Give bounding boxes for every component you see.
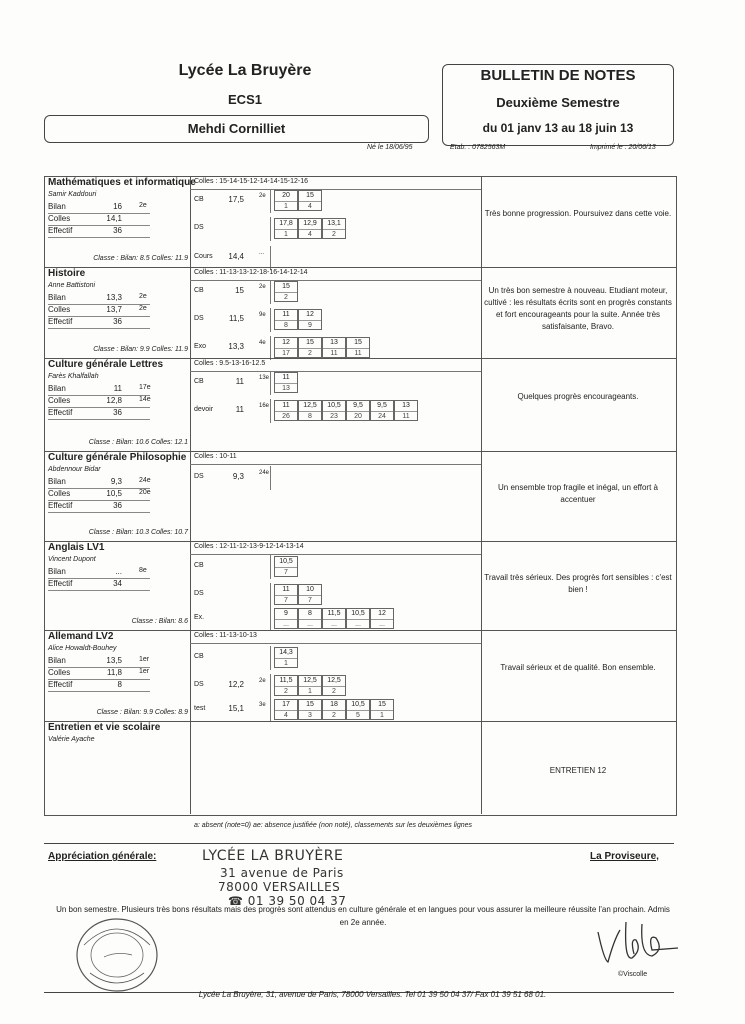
- grade-rank: ...: [331, 621, 337, 628]
- row-value: 11: [113, 384, 122, 393]
- row-underline: [48, 691, 150, 692]
- eval-label: devoir: [194, 406, 214, 413]
- row-label: Colles: [48, 305, 71, 314]
- grade-value: 15: [299, 338, 321, 349]
- grade-rank: 2: [308, 350, 312, 357]
- colles-divider: [190, 554, 481, 555]
- grade-value: 15: [347, 338, 369, 349]
- grade-cell: [298, 190, 322, 211]
- grade-cell: [370, 608, 394, 629]
- colles-list: Colles : 9.5-13-16-12.5: [194, 360, 266, 367]
- row-rank: 24e: [139, 477, 151, 484]
- grade-value: 17: [275, 700, 297, 711]
- eval-rank: 3e: [259, 702, 266, 708]
- grade-rank: 2: [332, 231, 336, 238]
- grade-rank: ...: [283, 621, 289, 628]
- grade-rank: 1: [284, 660, 288, 667]
- eval-average: 15: [235, 286, 244, 295]
- grade-rank: 4: [284, 712, 288, 719]
- class-average: Classe : Bilan: 9.9 Colles: 11.9: [93, 346, 188, 353]
- eval-label: Exo: [194, 343, 207, 350]
- eval-label: CB: [194, 653, 204, 660]
- row-value: 34: [113, 579, 122, 588]
- eval-separator: [270, 280, 271, 304]
- teacher-comment: Un ensemble trop fragile et inégal, un effort à accentuer: [498, 483, 658, 504]
- grade-cell: [298, 584, 322, 605]
- grade-value: 11: [275, 310, 297, 321]
- grade-value: 12,9: [299, 219, 321, 230]
- row-rank: 14e: [139, 396, 151, 403]
- footer: Lycée La Bruyère, 31, avenue de Paris, 78000 Versailles. Tel 01 39 50 04 37/ Fax 01 39 51 68 01.: [198, 990, 547, 999]
- row-label: Bilan: [48, 384, 66, 393]
- grade-rank: 23: [330, 413, 338, 420]
- eval-separator: [270, 217, 271, 241]
- eval-label: DS: [194, 590, 204, 597]
- eval-rank: 9e: [259, 312, 266, 318]
- row-rank: 1er: [139, 656, 150, 663]
- grade-rank: 1: [284, 231, 288, 238]
- row-rank: 2e: [139, 293, 147, 300]
- grade-value: 9,5: [347, 401, 369, 412]
- row-label: Bilan: [48, 477, 66, 486]
- grade-rank: 7: [308, 597, 312, 604]
- etab-code: Etab. : 0782563M: [450, 144, 506, 151]
- legend: a: absent (note=0) ae: absence justifiée (non noté), classements sur les deuxièmes lignes: [194, 822, 473, 829]
- teacher-name: Farès Khalfallah: [48, 373, 99, 380]
- eval-separator: [270, 646, 271, 670]
- teacher-comment: Travail sérieux et de qualité. Bon ensemble.: [500, 663, 656, 672]
- grade-value: 17,8: [275, 219, 297, 230]
- row-value: 36: [113, 226, 122, 235]
- teacher-name: Valérie Ayache: [48, 736, 95, 743]
- eval-separator: [270, 189, 271, 213]
- eval-label: Ex.: [194, 614, 205, 621]
- grade-value: 15: [275, 282, 297, 293]
- grade-rank: 24: [378, 413, 386, 420]
- grade-cell: [274, 584, 298, 605]
- colles-divider: [190, 643, 481, 644]
- grade-cell: [298, 218, 322, 239]
- stamp-street: 31 avenue de Paris: [220, 866, 344, 880]
- student-box: [44, 115, 429, 143]
- row-value: 14,1: [106, 214, 122, 223]
- eval-separator: [270, 607, 271, 631]
- grade-rank: 11: [330, 350, 338, 357]
- grade-rank: 2: [284, 294, 288, 301]
- grade-value: 12,5: [299, 676, 321, 687]
- teacher-name: Anne Battistoni: [48, 282, 96, 289]
- grade-value: 11,5: [275, 676, 297, 687]
- grade-rank: 8: [284, 322, 288, 329]
- grade-value: 9,5: [371, 401, 393, 412]
- school-seal-icon: [72, 915, 162, 995]
- grade-rank: 1: [308, 688, 312, 695]
- subject-divider: [44, 630, 676, 631]
- eval-separator: [270, 399, 271, 423]
- row-label: Effectif: [48, 317, 73, 326]
- grade-cell: [370, 699, 394, 720]
- row-value: 12,8: [106, 396, 122, 405]
- teacher-comment: Quelques progrès encourageants.: [517, 392, 639, 401]
- grade-rank: 7: [284, 569, 288, 576]
- eval-separator: [270, 674, 271, 698]
- row-underline: [48, 590, 150, 591]
- grade-cell: [322, 400, 346, 421]
- grade-cell: [274, 608, 298, 629]
- grade-rank: 7: [284, 597, 288, 604]
- row-label: Effectif: [48, 501, 73, 510]
- teacher-comment: ENTRETIEN 12: [549, 766, 607, 775]
- row-value: 10,5: [106, 489, 122, 498]
- grade-value: 18: [323, 700, 345, 711]
- row-rank: 2e: [139, 305, 147, 312]
- row-label: Colles: [48, 489, 71, 498]
- row-value: 16: [113, 202, 122, 211]
- row-underline: [48, 328, 150, 329]
- eval-label: CB: [194, 287, 204, 294]
- grade-rank: 1: [284, 203, 288, 210]
- stamp-city: 78000 VERSAILLES: [218, 880, 341, 894]
- row-label: Colles: [48, 668, 71, 677]
- print-date: Imprimé le : 20/06/13: [590, 144, 656, 151]
- signature-icon: [590, 910, 680, 970]
- row-value: 13,5: [106, 656, 122, 665]
- eval-rank: 2e: [259, 284, 266, 290]
- eval-label: DS: [194, 224, 204, 231]
- grade-rank: 3: [308, 712, 312, 719]
- row-label: Colles: [48, 396, 71, 405]
- bulletin-title: BULLETIN DE NOTES: [480, 67, 636, 84]
- stamp-phone: ☎ 01 39 50 04 37: [228, 894, 347, 908]
- grade-rank: 2: [332, 712, 336, 719]
- subject-name: Culture générale Philosophie: [48, 452, 187, 463]
- row-label: Bilan: [48, 567, 66, 576]
- grade-value: 11: [275, 373, 297, 384]
- grade-value: 13: [395, 401, 417, 412]
- eval-average: 17,5: [228, 195, 244, 204]
- subject-name: Entretien et vie scolaire: [48, 722, 161, 733]
- eval-label: CB: [194, 378, 204, 385]
- grade-cell: [274, 372, 298, 393]
- eval-separator: [270, 583, 271, 607]
- grade-rank: 2: [332, 688, 336, 695]
- eval-label: DS: [194, 473, 204, 480]
- class-average: Classe : Bilan: 9.9 Colles: 8.9: [96, 709, 188, 716]
- appreciation-text: Un bon semestre. Plusieurs très bons résultats mais des progrès sont attendus en culture générale et en langues pour vous assurer la meilleure réussite l'an prochain. Admis en 2e année.: [56, 905, 670, 927]
- row-value: ...: [115, 567, 122, 576]
- stamp-school: LYCÉE LA BRUYÈRE: [202, 848, 344, 864]
- row-label: Effectif: [48, 226, 73, 235]
- grade-rank: ...: [355, 621, 361, 628]
- row-rank: 20e: [139, 489, 151, 496]
- grade-cell: [274, 281, 298, 302]
- semester: Deuxième Semestre: [496, 95, 620, 110]
- eval-separator: [270, 555, 271, 579]
- grade-value: 10,5: [347, 609, 369, 620]
- colles-list: Colles : 11-13-13-12-18-16-14-12-14: [194, 269, 308, 276]
- colles-list: Colles : 10-11: [194, 453, 237, 460]
- grade-value: 8: [299, 609, 321, 620]
- grade-rank: 1: [380, 712, 384, 719]
- grade-rank: 20: [354, 413, 362, 420]
- eval-average: 11,5: [229, 314, 244, 323]
- colles-list: Colles : 15-14-15-12-14-14-15-12-16: [194, 178, 309, 185]
- grade-rank: 13: [282, 385, 290, 392]
- grade-rank: 11: [402, 413, 410, 420]
- proviseure-label: La Proviseure,: [590, 851, 659, 862]
- teacher-comment: Travail très sérieux. Des progrès fort sensibles : c'est bien !: [484, 573, 672, 594]
- grade-value: 10,5: [275, 557, 297, 568]
- copyright: ©Viscolle: [618, 971, 648, 978]
- subject-divider: [44, 541, 676, 542]
- grade-rank: 4: [308, 231, 312, 238]
- teacher-name: Abdennour Bidar: [48, 466, 101, 473]
- grade-cell: [274, 556, 298, 577]
- eval-separator: [270, 371, 271, 395]
- subject-name: Anglais LV1: [48, 542, 105, 553]
- row-value: 13,7: [106, 305, 122, 314]
- grade-cell: [394, 400, 418, 421]
- grade-value: 11,5: [323, 609, 345, 620]
- grade-cell: [274, 647, 298, 668]
- grade-value: 14,3: [275, 648, 297, 659]
- grade-cell: [274, 218, 298, 239]
- grade-value: 20: [275, 191, 297, 202]
- grade-value: 11: [275, 585, 297, 596]
- row-rank: 8e: [139, 567, 147, 574]
- grade-cell: [274, 675, 298, 696]
- class-average: Classe : Bilan: 8.6: [131, 618, 188, 625]
- grade-rank: 5: [356, 712, 360, 719]
- subject-name: Mathématiques et informatique: [48, 177, 196, 188]
- grade-cell: [298, 400, 322, 421]
- teacher-name: Samir Kaddouri: [48, 191, 97, 198]
- grade-value: 12,5: [299, 401, 321, 412]
- row-value: 36: [113, 408, 122, 417]
- grade-rank: 17: [282, 350, 290, 357]
- row-rank: 2e: [139, 202, 147, 209]
- row-underline: [48, 237, 150, 238]
- eval-average: 12,2: [228, 680, 244, 689]
- student-name: Mehdi Cornilliet: [187, 121, 286, 136]
- birth-date: Né le 18/06/95: [367, 144, 413, 151]
- eval-rank: 13e: [259, 375, 270, 381]
- row-label: Bilan: [48, 656, 66, 665]
- subject-name: Allemand LV2: [48, 631, 114, 642]
- grade-cell: [370, 400, 394, 421]
- eval-label: DS: [194, 681, 204, 688]
- grade-cell: [298, 699, 322, 720]
- row-rank: 17e: [139, 384, 151, 391]
- class-average: Classe : Bilan: 10.3 Colles: 10.7: [88, 529, 188, 536]
- grade-cell: [346, 608, 370, 629]
- grade-cell: [346, 400, 370, 421]
- eval-average: 11: [235, 405, 244, 414]
- grade-value: 15: [299, 700, 321, 711]
- grade-cell: [274, 309, 298, 330]
- grade-cell: [298, 675, 322, 696]
- colles-list: Colles : 11-13-10-13: [194, 632, 257, 639]
- grade-value: 15: [371, 700, 393, 711]
- colles-divider: [190, 464, 481, 465]
- row-value: 13,3: [106, 293, 122, 302]
- appreciation-label: Appréciation générale:: [48, 851, 157, 862]
- grade-value: 12: [299, 310, 321, 321]
- teacher-name: Vincent Dupont: [48, 556, 96, 563]
- row-value: 11,8: [107, 668, 122, 677]
- colles-list: Colles : 12-11-12-13-9-12-14-13-14: [194, 543, 304, 550]
- grade-rank: ...: [379, 621, 385, 628]
- subject-name: Histoire: [48, 268, 86, 279]
- grade-cell: [274, 190, 298, 211]
- grade-cell: [322, 699, 346, 720]
- eval-label: CB: [194, 196, 204, 203]
- eval-rank: 24e: [259, 470, 270, 476]
- row-value: 36: [113, 317, 122, 326]
- grade-value: 10,5: [347, 700, 369, 711]
- grade-cell: [322, 608, 346, 629]
- grade-cell: [346, 337, 370, 358]
- row-label: Colles: [48, 214, 71, 223]
- eval-rank: 16e: [259, 403, 270, 409]
- grade-cell: [298, 309, 322, 330]
- row-label: Bilan: [48, 293, 66, 302]
- grade-cell: [322, 218, 346, 239]
- eval-rank: ...: [259, 250, 265, 256]
- eval-average: 15,1: [228, 704, 244, 713]
- class-average: Classe : Bilan: 8.5 Colles: 11.9: [93, 255, 188, 262]
- grade-value: 13: [323, 338, 345, 349]
- eval-separator: [270, 698, 271, 722]
- grade-value: 12: [371, 609, 393, 620]
- eval-rank: 4e: [259, 340, 266, 346]
- grade-cell: [346, 699, 370, 720]
- eval-average: 14,4: [228, 252, 244, 261]
- grade-rank: 2: [284, 688, 288, 695]
- row-value: 9,3: [110, 477, 122, 486]
- colles-divider: [190, 280, 481, 281]
- subject-name: Culture générale Lettres: [48, 359, 164, 370]
- grade-cell: [274, 400, 298, 421]
- grade-rank: ...: [307, 621, 313, 628]
- grade-value: 10,5: [323, 401, 345, 412]
- grade-rank: 11: [354, 350, 362, 357]
- row-value: 8: [117, 680, 122, 689]
- class-name: ECS1: [228, 92, 262, 107]
- row-underline: [48, 419, 150, 420]
- eval-average: 13,3: [228, 342, 244, 351]
- eval-separator: [270, 336, 271, 360]
- grade-value: 13,1: [323, 219, 345, 230]
- eval-average: 9,3: [232, 472, 244, 481]
- colles-divider: [190, 189, 481, 190]
- eval-label: test: [194, 705, 206, 712]
- eval-label: DS: [194, 315, 204, 322]
- eval-separator: [270, 308, 271, 332]
- row-underline: [48, 512, 150, 513]
- grade-value: 12: [275, 338, 297, 349]
- grade-rank: 9: [308, 322, 312, 329]
- row-value: 36: [113, 501, 122, 510]
- grade-rank: 26: [282, 413, 290, 420]
- grade-cell: [274, 337, 298, 358]
- class-average: Classe : Bilan: 10.6 Colles: 12.1: [88, 439, 188, 446]
- row-label: Bilan: [48, 202, 66, 211]
- eval-rank: 2e: [259, 193, 266, 199]
- grade-cell: [298, 337, 322, 358]
- eval-rank: 2e: [259, 678, 266, 684]
- grade-cell: [274, 699, 298, 720]
- grade-value: 11: [275, 401, 297, 412]
- teacher-comment: Un très bon semestre à nouveau. Etudiant moteur, cultivé : les résultats écrits sont en progrès constants et fort encourageants pour la suite. Année très satisfaisante, Bravo.: [484, 286, 672, 331]
- eval-separator: [270, 466, 271, 490]
- grade-value: 10: [299, 585, 321, 596]
- grade-cell: [322, 675, 346, 696]
- grade-value: 15: [299, 191, 321, 202]
- teacher-comment: Très bonne progression. Poursuivez dans cette voie.: [484, 209, 672, 218]
- grade-cell: [298, 608, 322, 629]
- row-label: Effectif: [48, 579, 73, 588]
- colles-divider: [190, 371, 481, 372]
- subject-divider: [44, 267, 676, 268]
- eval-label: CB: [194, 562, 204, 569]
- grade-value: 9: [275, 609, 297, 620]
- grade-value: 12,5: [323, 676, 345, 687]
- grade-cell: [322, 337, 346, 358]
- bulletin-box: [442, 64, 674, 146]
- grade-rank: 8: [308, 413, 312, 420]
- period: du 01 janv 13 au 18 juin 13: [482, 121, 634, 135]
- teacher-name: Alice Howaldt-Bouhey: [48, 645, 117, 652]
- eval-average: 11: [235, 377, 244, 386]
- row-label: Effectif: [48, 408, 73, 417]
- school-name: Lycée La Bruyère: [178, 62, 312, 79]
- eval-label: Cours: [194, 253, 213, 260]
- grade-rank: 4: [308, 203, 312, 210]
- row-rank: 1er: [139, 668, 150, 675]
- row-label: Effectif: [48, 680, 73, 689]
